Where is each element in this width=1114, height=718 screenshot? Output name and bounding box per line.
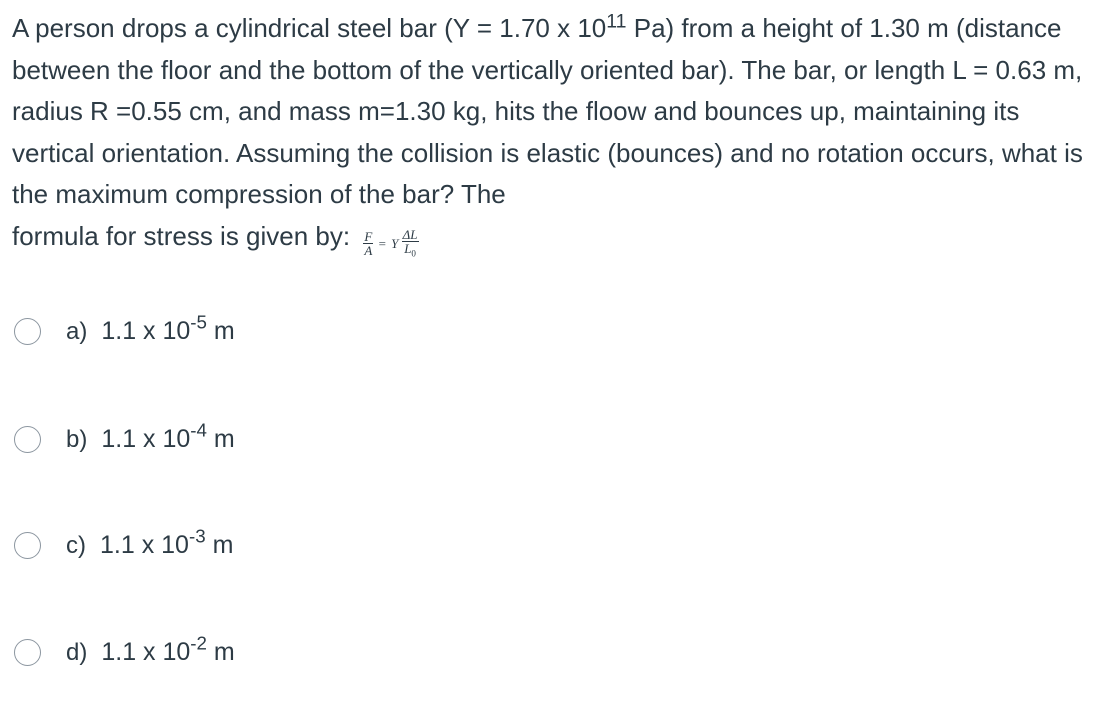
answer-option-a[interactable] [14,311,235,346]
answer-option-d[interactable] [14,632,235,667]
radio-button-d[interactable] [14,639,41,666]
question-text [12,8,1107,259]
question-body [12,8,1107,216]
option-base: 1.1 x 10 [101,638,191,666]
option-unit: m [206,638,235,666]
question-part-2: Pa) from a height of 1.30 m (distance between the floor and the bottom of the vertically oriented bar). The bar, or length L = 0.63 m, radius R =0.55 cm, and mass m=1.30 kg, hits the floow and bounces up, maintaining its vertical orientation. Assuming the collision is elastic (bounces) and no rotation occurs, what is the maximum compression of the bar? The [12,13,1083,209]
option-exponent: -5 [190,311,207,333]
radio-button-a[interactable] [14,318,41,345]
option-exponent: -4 [190,419,207,441]
option-unit: m [206,425,235,453]
formula-delta-length: ΔL [402,227,418,243]
option-exponent: -3 [188,525,206,547]
stress-formula [363,228,418,259]
option-value [100,525,234,560]
option-letter: c) [66,531,86,559]
answer-option-c[interactable] [14,525,234,560]
formula-fraction-left [363,230,373,257]
answer-option-b[interactable] [14,419,235,454]
radio-button-b[interactable] [14,426,41,453]
option-value [101,311,235,346]
formula-fraction-right [402,228,419,259]
formula-line [12,216,1107,259]
option-value [101,419,235,454]
option-letter: a) [66,317,88,345]
option-value [101,632,235,667]
formula-length-subscript: 0 [411,248,416,259]
option-base: 1.1 x 10 [100,531,189,559]
option-exponent: -2 [190,632,207,654]
formula-equals: = [378,236,386,252]
formula-youngs-modulus: Y [391,236,399,252]
formula-area: A [364,243,373,259]
formula-force: F [364,229,373,245]
option-unit: m [205,531,234,559]
option-letter: d) [66,638,88,666]
option-letter: b) [66,425,88,453]
question-exponent: 11 [606,10,627,33]
option-unit: m [206,317,235,345]
option-base: 1.1 x 10 [101,425,191,453]
option-base: 1.1 x 10 [101,317,191,345]
formula-lead: formula for stress is given by: [12,220,351,251]
formula-length-symbol: L [404,241,412,257]
formula-original-length [402,242,419,259]
radio-button-c[interactable] [14,532,41,559]
question-part-1: A person drops a cylindrical steel bar (Y = 1.70 x 10 [12,13,607,43]
